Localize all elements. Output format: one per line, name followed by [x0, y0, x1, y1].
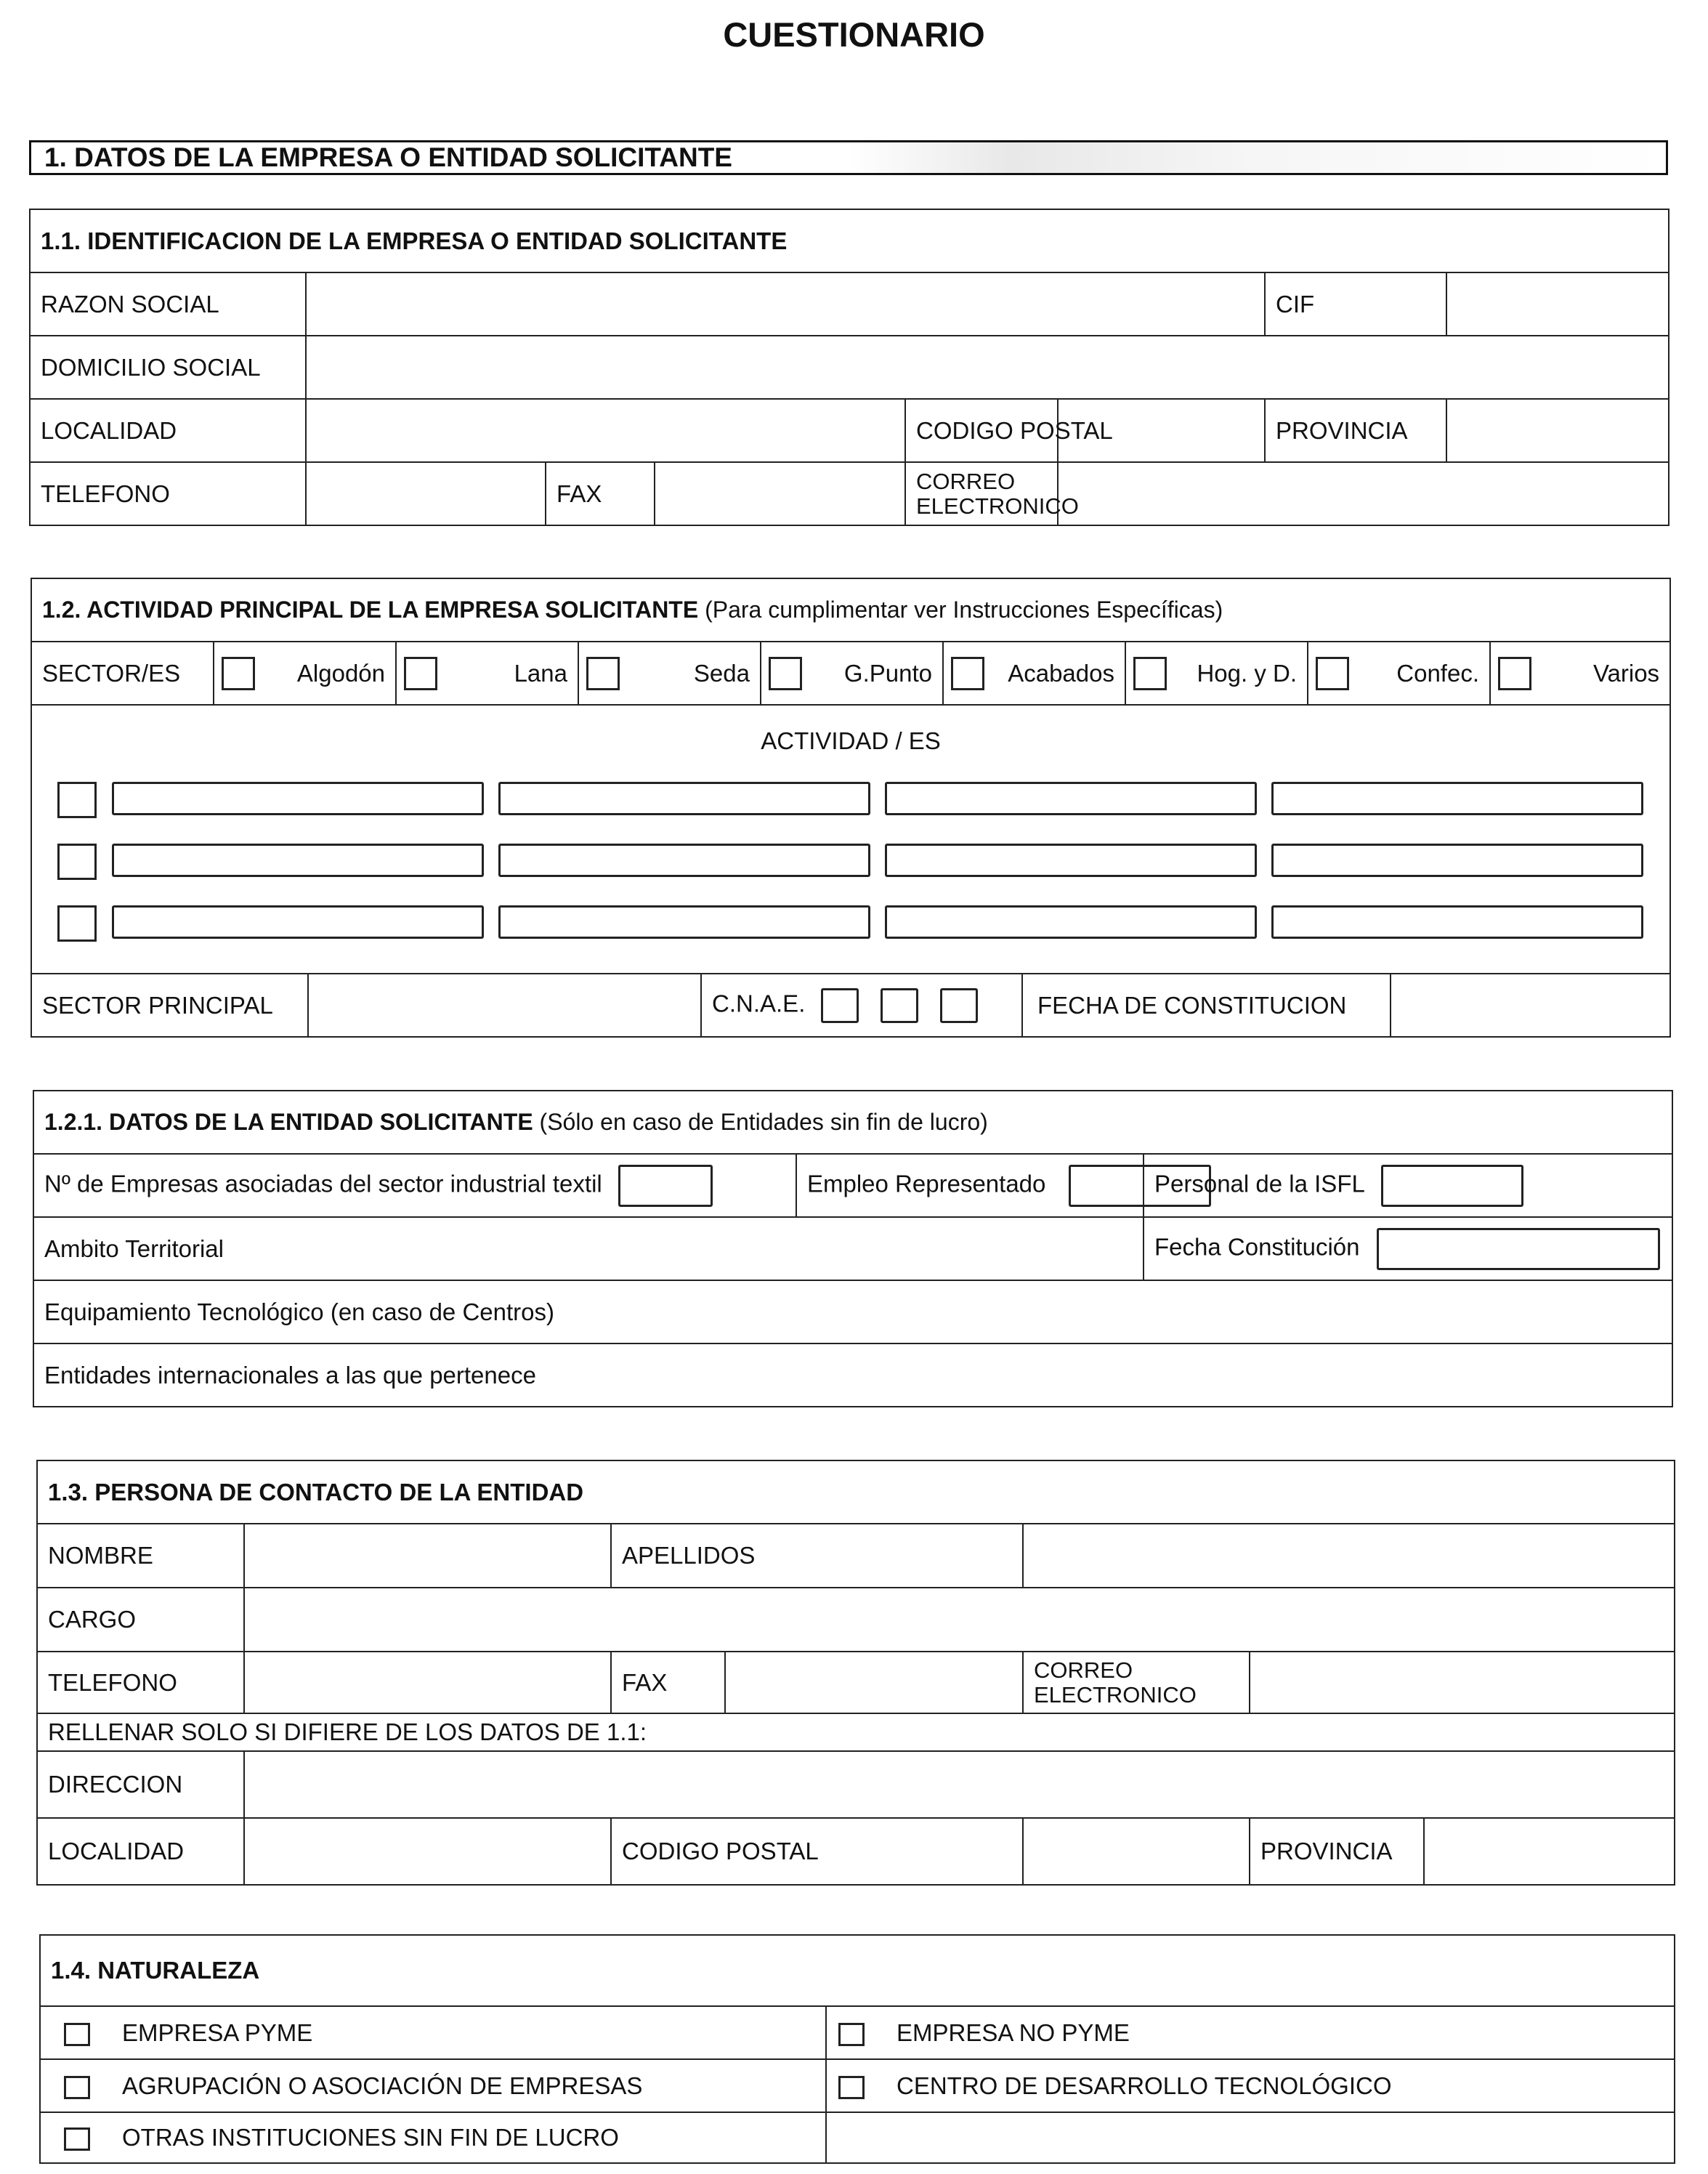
- actividad-field[interactable]: [885, 782, 1257, 815]
- section-1-header: 1. DATOS DE LA EMPRESA O ENTIDAD SOLICITANTE: [29, 140, 1668, 175]
- cnae-label: C.N.A.E.: [712, 990, 806, 1017]
- contacto-localidad-field[interactable]: [244, 1818, 611, 1885]
- sector-principal-field[interactable]: [308, 974, 701, 1037]
- naturaleza-pyme[interactable]: [40, 2006, 826, 2059]
- section-1-2-heading: [31, 578, 1670, 642]
- domicilio-field[interactable]: [306, 336, 1669, 399]
- naturaleza-centro[interactable]: [826, 2059, 1675, 2112]
- equipamiento-cell[interactable]: [33, 1280, 1672, 1343]
- actividades-area: [31, 705, 1670, 974]
- provincia-field[interactable]: [1446, 399, 1669, 462]
- razon-social-field[interactable]: [306, 272, 1265, 336]
- actividad-row: [32, 782, 1669, 820]
- naturaleza-otras-label: OTRAS INSTITUCIONES SIN FIN DE LUCRO: [122, 2124, 619, 2151]
- section-1-1-heading: 1.1. IDENTIFICACION DE LA EMPRESA O ENTIDAD SOLICITANTE: [30, 209, 1669, 272]
- naturaleza-centro-checkbox[interactable]: [838, 2076, 865, 2099]
- fecha-constitucion-field[interactable]: [1391, 974, 1670, 1037]
- section-1-2-1-table: [33, 1090, 1673, 1407]
- contacto-provincia-label: PROVINCIA: [1250, 1819, 1425, 1884]
- section-1-2-1-heading: [33, 1091, 1672, 1154]
- section-1-3-heading: 1.3. PERSONA DE CONTACTO DE LA ENTIDAD: [37, 1460, 1675, 1524]
- sector-hogar[interactable]: [1125, 642, 1308, 705]
- provincia-label: PROVINCIA: [1265, 399, 1446, 462]
- section-1-2-1-note: (Sólo en caso de Entidades sin fin de lucro): [533, 1109, 988, 1135]
- sector-confeccion[interactable]: [1308, 642, 1490, 705]
- rellenar-note: RELLENAR SOLO SI DIFIERE DE LOS DATOS DE 1.1:: [37, 1713, 1675, 1751]
- correo-field[interactable]: [1058, 462, 1669, 525]
- sector-gpunto[interactable]: [761, 642, 943, 705]
- actividad-field[interactable]: [1271, 782, 1643, 815]
- num-empresas-label: Nº de Empresas asociadas del sector industrial textil: [44, 1170, 602, 1197]
- personal-field[interactable]: [1381, 1165, 1523, 1207]
- sector-varios[interactable]: [1490, 642, 1670, 705]
- actividad-row-checkbox[interactable]: [57, 905, 97, 942]
- razon-social-label: RAZON SOCIAL: [30, 272, 306, 336]
- actividad-field[interactable]: [112, 905, 484, 939]
- personal-label: Personal de la ISFL: [1154, 1170, 1365, 1197]
- sector-hogar-checkbox[interactable]: [1133, 657, 1167, 690]
- cnae-digit-box[interactable]: [940, 988, 978, 1023]
- ambito-cell[interactable]: [33, 1217, 1144, 1280]
- section-1-1-table: [29, 209, 1669, 526]
- correo-label: CORREO ELECTRONICO: [905, 462, 1058, 525]
- section-1-2-bottom-table: [31, 973, 1671, 1038]
- actividad-row: [32, 844, 1669, 881]
- equipamiento-label: Equipamiento Tecnológico (en caso de Centros): [44, 1298, 554, 1325]
- fecha-constitucion-label: FECHA DE CONSTITUCION: [1022, 974, 1391, 1037]
- sector-acabados-label: Acabados: [1008, 659, 1114, 687]
- sectores-label: [31, 642, 214, 705]
- section-1-2-table: [31, 578, 1671, 974]
- codigo-postal-label: CODIGO POSTAL: [905, 399, 1058, 462]
- contacto-correo-label: CORREO ELECTRONICO: [1023, 1652, 1250, 1713]
- nombre-label: NOMBRE: [37, 1524, 244, 1588]
- entidades-label: Entidades internacionales a las que pertenece: [44, 1361, 536, 1389]
- ambito-label: Ambito Territorial: [44, 1235, 224, 1262]
- naturaleza-no-pyme-checkbox[interactable]: [838, 2023, 865, 2046]
- cargo-label: CARGO: [37, 1588, 244, 1652]
- sector-acabados-checkbox[interactable]: [951, 657, 984, 690]
- actividad-field[interactable]: [498, 782, 870, 815]
- telefono-label: TELEFONO: [30, 462, 306, 525]
- actividad-field[interactable]: [885, 844, 1257, 877]
- naturaleza-pyme-checkbox[interactable]: [64, 2023, 90, 2046]
- contacto-localidad-label: LOCALIDAD: [37, 1818, 244, 1885]
- cargo-field[interactable]: [244, 1588, 1675, 1652]
- contacto-telefono-label: TELEFONO: [37, 1652, 244, 1713]
- cnae-digit-box[interactable]: [881, 988, 918, 1023]
- sector-acabados[interactable]: [943, 642, 1125, 705]
- localidad-label: LOCALIDAD: [30, 399, 306, 462]
- cnae-cell: [701, 974, 1022, 1037]
- contacto-codigo-postal-field[interactable]: [1023, 1818, 1250, 1885]
- sector-varios-checkbox[interactable]: [1498, 657, 1531, 690]
- sector-seda-label: Seda: [693, 659, 750, 687]
- naturaleza-agrupacion-label: AGRUPACIÓN O ASOCIACIÓN DE EMPRESAS: [122, 2072, 643, 2099]
- cif-label: CIF: [1265, 272, 1446, 336]
- actividad-field[interactable]: [1271, 844, 1643, 877]
- direccion-label: DIRECCION: [37, 1751, 244, 1818]
- sector-confeccion-label: Confec.: [1396, 659, 1479, 687]
- fax-field[interactable]: [655, 462, 905, 525]
- localidad-field[interactable]: [306, 399, 905, 462]
- telefono-field[interactable]: [306, 462, 546, 525]
- actividad-field[interactable]: [498, 905, 870, 939]
- personal-cell: [1144, 1154, 1672, 1217]
- actividades-label: ACTIVIDAD / ES: [761, 727, 941, 754]
- naturaleza-no-pyme[interactable]: [826, 2006, 1675, 2059]
- naturaleza-centro-label: CENTRO DE DESARROLLO TECNOLÓGICO: [897, 2072, 1392, 2099]
- section-1-4-heading: 1.4. NATURALEZA: [40, 1935, 1675, 2006]
- naturaleza-otras[interactable]: [40, 2112, 826, 2163]
- apellidos-field[interactable]: [1023, 1524, 1675, 1588]
- sectores-label-text: SECTOR/ES: [42, 659, 181, 687]
- sector-lana-label: Lana: [514, 659, 567, 687]
- actividad-field[interactable]: [112, 782, 484, 815]
- cnae-digit-box[interactable]: [821, 988, 859, 1023]
- sector-gpunto-label: G.Punto: [843, 659, 932, 687]
- actividad-field[interactable]: [1271, 905, 1643, 939]
- actividad-row: [32, 905, 1669, 943]
- sector-hogar-label: Hog. y D.: [1197, 659, 1297, 687]
- naturaleza-empty-cell: [826, 2112, 1675, 2163]
- fecha-constitucion-isfl-field[interactable]: [1377, 1228, 1660, 1270]
- actividad-field[interactable]: [498, 844, 870, 877]
- num-empresas-field[interactable]: [618, 1165, 713, 1207]
- naturaleza-otras-checkbox[interactable]: [64, 2127, 90, 2151]
- fecha-constitucion-isfl-cell: [1144, 1217, 1672, 1280]
- contacto-codigo-postal-label: CODIGO POSTAL: [611, 1818, 1023, 1885]
- sector-seda-checkbox[interactable]: [586, 657, 620, 690]
- fecha-constitucion-isfl-label: Fecha Constitución: [1154, 1233, 1360, 1261]
- contacto-fax-field[interactable]: [725, 1652, 1023, 1713]
- sector-algodon-checkbox[interactable]: [222, 657, 255, 690]
- sector-lana-checkbox[interactable]: [404, 657, 437, 690]
- page-title: CUESTIONARIO: [723, 15, 985, 54]
- nombre-field[interactable]: [244, 1524, 611, 1588]
- sector-algodon[interactable]: [214, 642, 396, 705]
- sector-seda[interactable]: [578, 642, 761, 705]
- empleo-cell: [796, 1154, 1144, 1217]
- contacto-provincia-cell: [1250, 1818, 1675, 1885]
- apellidos-label: APELLIDOS: [611, 1524, 1023, 1588]
- naturaleza-agrupacion[interactable]: [40, 2059, 826, 2112]
- naturaleza-agrupacion-checkbox[interactable]: [64, 2076, 90, 2099]
- section-1-3-table: [36, 1460, 1675, 1886]
- sector-algodon-label: Algodón: [296, 659, 385, 687]
- actividad-field[interactable]: [112, 844, 484, 877]
- direccion-field[interactable]: [244, 1751, 1675, 1818]
- actividad-row-checkbox[interactable]: [57, 844, 97, 880]
- sector-lana[interactable]: [396, 642, 578, 705]
- sector-gpunto-checkbox[interactable]: [769, 657, 802, 690]
- section-1-2-1-title: 1.2.1. DATOS DE LA ENTIDAD SOLICITANTE: [44, 1109, 533, 1135]
- contacto-fax-label: FAX: [611, 1652, 725, 1713]
- num-empresas-cell: [33, 1154, 796, 1217]
- fax-label: FAX: [546, 462, 655, 525]
- section-1-4-table: [39, 1934, 1675, 2164]
- contacto-provincia-field[interactable]: [1425, 1819, 1674, 1884]
- naturaleza-no-pyme-label: EMPRESA NO PYME: [897, 2019, 1130, 2046]
- entidades-cell[interactable]: [33, 1343, 1672, 1407]
- domicilio-label: DOMICILIO SOCIAL: [30, 336, 306, 399]
- cif-field[interactable]: [1446, 272, 1669, 336]
- sector-confeccion-checkbox[interactable]: [1316, 657, 1349, 690]
- section-1-2-heading-title: 1.2. ACTIVIDAD PRINCIPAL DE LA EMPRESA SOLICITANTE: [42, 597, 699, 623]
- naturaleza-pyme-label: EMPRESA PYME: [122, 2019, 313, 2046]
- contacto-correo-field[interactable]: [1250, 1652, 1675, 1713]
- sector-varios-label: Varios: [1592, 659, 1660, 687]
- actividad-field[interactable]: [885, 905, 1257, 939]
- actividad-row-checkbox[interactable]: [57, 782, 97, 818]
- empleo-label: Empleo Representado: [807, 1170, 1046, 1197]
- section-1-2-heading-note: (Para cumplimentar ver Instrucciones Específicas): [698, 597, 1223, 623]
- sector-principal-label: SECTOR PRINCIPAL: [31, 974, 308, 1037]
- contacto-telefono-field[interactable]: [244, 1652, 611, 1713]
